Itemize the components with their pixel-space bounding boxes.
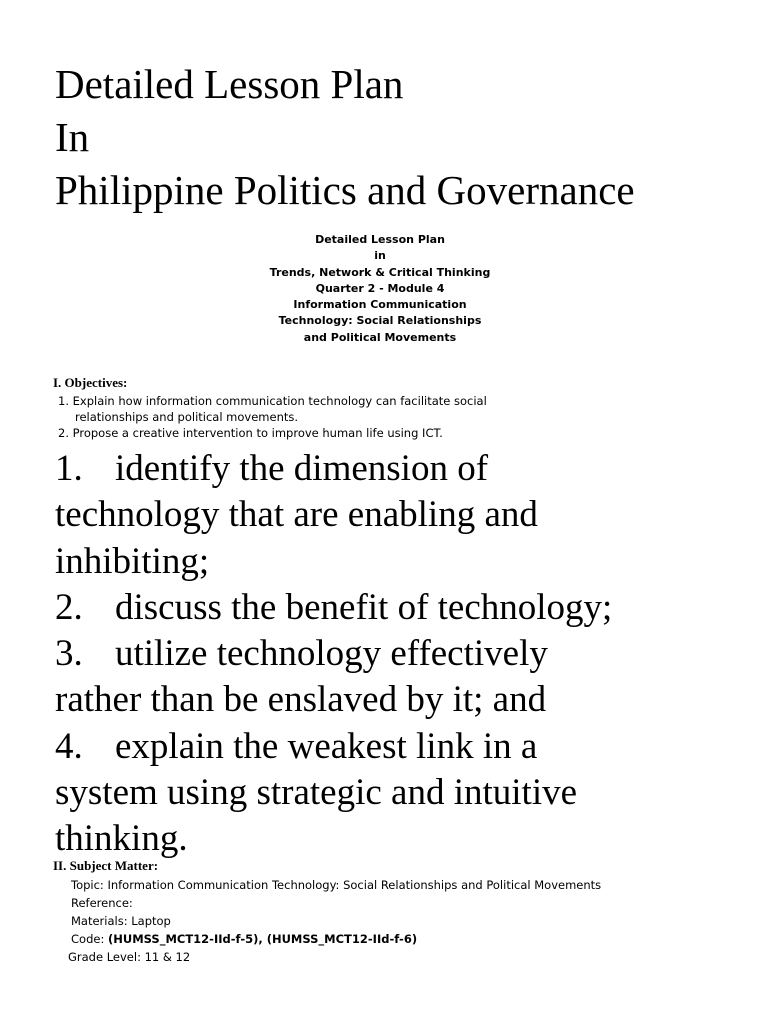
big-objective-4-text: explain the weakest link in a [115, 725, 538, 767]
objectives-heading: I. Objectives: [53, 375, 128, 390]
objective-item-1: 1. Explain how information communication technology can facilitate social [58, 394, 487, 408]
big-objective-1-number: 1. [55, 448, 83, 489]
subject-grade-level: Grade Level: 11 & 12 [68, 950, 191, 964]
center-heading-line-3: Trends, Network & Critical Thinking [269, 265, 491, 279]
big-objective-3-line-2: rather than be enslaved by it; and [55, 679, 547, 721]
objective-item-1-continued: relationships and political movements. [75, 410, 299, 424]
subject-materials: Materials: Laptop [71, 914, 171, 928]
center-heading-line-6: Technology: Social Relationships [278, 314, 482, 328]
big-objective-4-line-1 [55, 724, 612, 770]
objectives-list [58, 393, 487, 441]
big-objective-4-line-3: thinking. [55, 818, 188, 860]
center-heading-line-2: in [374, 249, 386, 263]
big-objective-2-text: discuss the benefit of technology; [115, 586, 613, 628]
subject-code-value: (HUMSS_MCT12-IId-f-5), (HUMSS_MCT12-IId-f-6) [107, 932, 418, 946]
subject-reference: Reference: [71, 896, 133, 910]
big-objective-2 [55, 585, 612, 631]
center-heading-line-4: Quarter 2 - Module 4 [315, 281, 445, 295]
big-objective-1-line-3: inhibiting; [55, 540, 210, 582]
subject-code [71, 930, 601, 948]
subject-code-label: Code: [71, 932, 108, 946]
main-title [55, 58, 635, 217]
big-objective-1-line-2: technology that are enabling and [55, 494, 538, 536]
big-objective-2-number: 2. [55, 586, 83, 628]
big-objectives-list [55, 446, 612, 863]
big-objective-1-text: identify the dimension of [115, 448, 489, 489]
main-title-line-1: Detailed Lesson Plan [55, 61, 404, 107]
subject-matter-list [68, 876, 602, 966]
center-heading-line-1: Detailed Lesson Plan [315, 233, 445, 246]
big-objective-3-text: utilize technology effectively [115, 633, 548, 675]
center-heading-line-7: and Political Movements [303, 330, 457, 344]
subject-matter-heading: II. Subject Matter: [53, 858, 159, 873]
subject-topic: Topic: Information Communication Technology: Social Relationships and Political Movements [71, 878, 602, 892]
big-objective-4-line-2: system using strategic and intuitive [55, 772, 578, 814]
main-title-line-3: Philippine Politics and Governance [55, 167, 635, 213]
big-objective-1-line-1 [55, 446, 612, 492]
big-objective-4-number: 4. [55, 725, 83, 767]
main-title-line-2: In [55, 114, 90, 160]
center-heading-line-5: Information Communication [293, 298, 467, 312]
big-objective-3-line-1 [55, 631, 612, 677]
big-objective-3-number: 3. [55, 633, 83, 675]
objective-item-2: 2. Propose a creative intervention to improve human life using ICT. [58, 426, 443, 440]
center-heading [180, 232, 580, 346]
